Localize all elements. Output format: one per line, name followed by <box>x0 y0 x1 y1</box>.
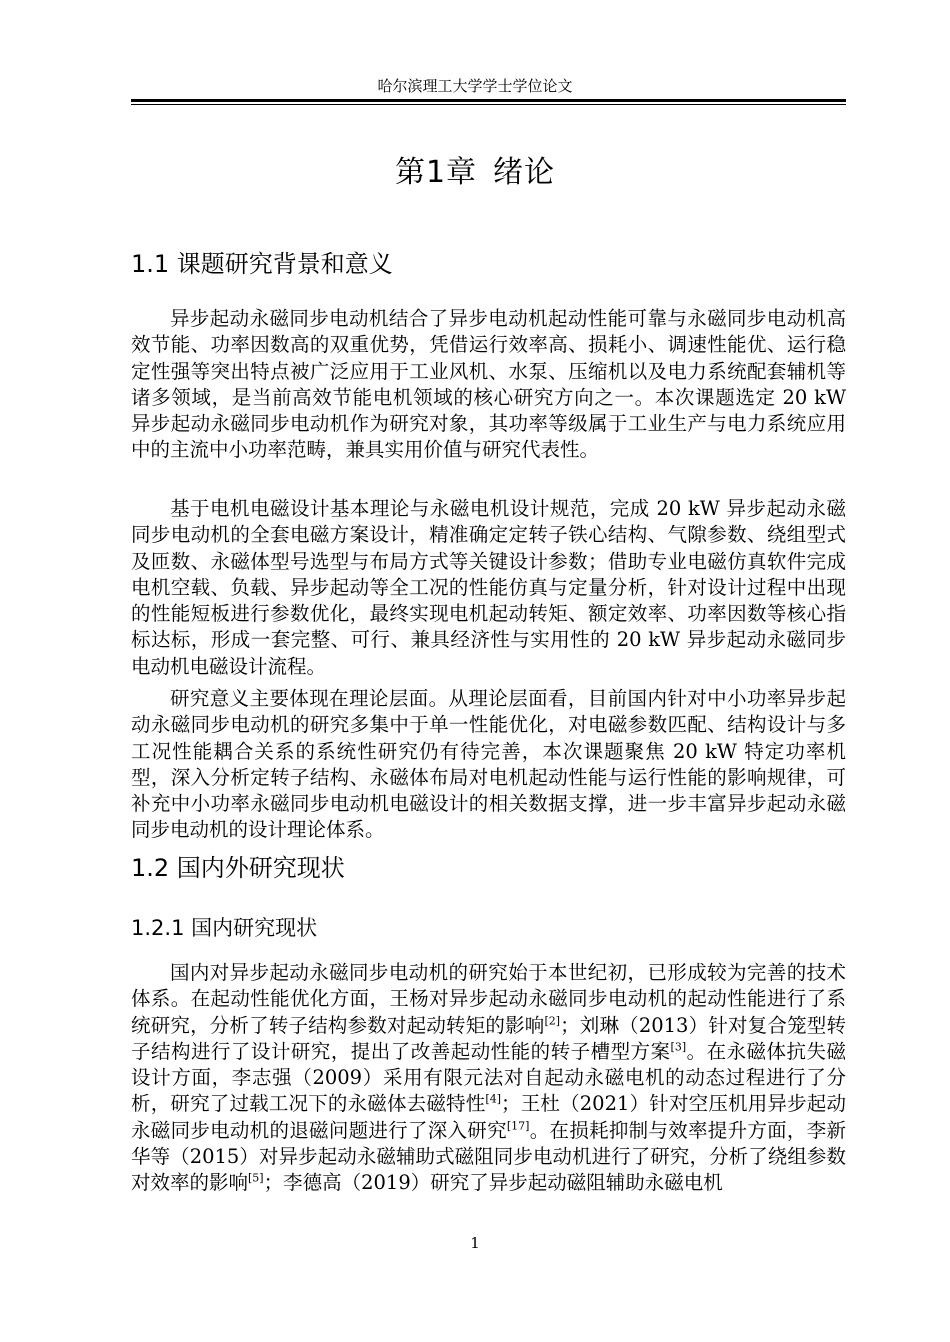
paragraph-background: 异步起动永磁同步电动机结合了异步电动机起动性能可靠与永磁同步电动机高效节能、功率因数高的双重优势，凭借运行效率高、损耗小、调速性能优、运行稳定性强等突出特点被广泛应用于工业风机、水泵、压缩机以及电力系统配套辅机等诸多领域，是当前高效节能电机领域的核心研究方向之一。本次课题选定 20 kW 异步起动永磁同步电动机作为研究对象，其功率等级属于工业生产与电力系统应用中的主流中小功率范畴，兼具实用价值与研究代表性。 <box>131 307 846 462</box>
paragraph-significance: 研究意义主要体现在理论层面。从理论层面看，目前国内针对中小功率异步起动永磁同步电动机的研究多集中于单一性能优化，对电磁参数匹配、结构设计与多工况性能耦合关系的系统性研究仍有待完善，本次课题聚焦 20 kW 特定功率机型，深入分析定转子结构、永磁体布局对电机起动性能与运行性能的影响规律，可补充中小功率永磁同步电动机电磁设计的相关数据支撑，进一步丰富异步起动永磁同步电动机的设计理论体系。 <box>131 687 846 842</box>
chapter-number: 第1章 <box>394 155 478 190</box>
section-heading-1-2: 1.2 国内外研究现状 <box>131 854 345 882</box>
citation-ref[interactable]: [17] <box>506 1119 530 1133</box>
text-segment: 国内对异步起动永磁同步电动机的研究始于本世纪初，已形成较为完善的技术体系。在起动性能优化方面，王杨对异步起动永磁同步电动机的起动性能进行了系统研究，分析了转子结构参数对起动转矩的影响 <box>131 961 846 1037</box>
paragraph-domestic-research <box>131 960 846 1197</box>
text-segment: ；李德高（2019）研究了异步起动磁阻辅助永磁电机 <box>263 1171 723 1195</box>
section-heading-1-1: 1.1 课题研究背景和意义 <box>131 250 393 278</box>
header-rule-thick <box>131 99 846 102</box>
text-segment: 。在永磁体抗失磁设计方面，李志强（2009）采用有限元法对自起动永磁电机的动态过程进行了分析，研究了过载工况下的永磁体去磁特性 <box>131 1039 846 1116</box>
page-number: 1 <box>470 1234 480 1252</box>
section-heading-1-2-1: 1.2.1 国内研究现状 <box>131 916 318 940</box>
citation-ref[interactable]: [4] <box>485 1092 502 1106</box>
text-segment: ；刘琳（2013）针对复合笼型转子结构进行了设计研究，提出了改善起动性能的转子槽型方案 <box>131 1013 846 1063</box>
text-segment: 。在损耗抑制与效率提升方面，李新华等（2015）对异步起动永磁辅助式磁阻同步电动机进行了研究，分析了绕组参数对效率的影响 <box>131 1118 846 1195</box>
citation-ref[interactable]: [5] <box>248 1171 264 1185</box>
citation-ref[interactable]: [2] <box>544 1014 561 1028</box>
chapter-name: 绪论 <box>493 155 556 190</box>
text-segment: ；王杜（2021）针对空压机用异步起动永磁同步电动机的退磁问题进行了深入研究 <box>131 1092 846 1142</box>
chapter-title <box>0 151 950 195</box>
citation-ref[interactable]: [3] <box>670 1040 687 1054</box>
paragraph-design-goal: 基于电机电磁设计基本理论与永磁电机设计规范，完成 20 kW 异步起动永磁同步电动机的全套电磁方案设计，精准确定定转子铁心结构、气隙参数、绕组型式及匝数、永磁体型号选型与布局方式等关键设计参数；借助专业电磁仿真软件完成电机空载、负载、异步起动等全工况的性能仿真与定量分析，针对设计过程中出现的性能短板进行参数优化，最终实现电机起动转矩、额定效率、功率因数等核心指标达标，形成一套完整、可行、兼具经济性与实用性的 20 kW 异步起动永磁同步电动机电磁设计流程。 <box>131 497 846 678</box>
header-rule-thin <box>131 104 846 105</box>
running-header: 哈尔滨理工大学学士学位论文 <box>377 77 573 95</box>
